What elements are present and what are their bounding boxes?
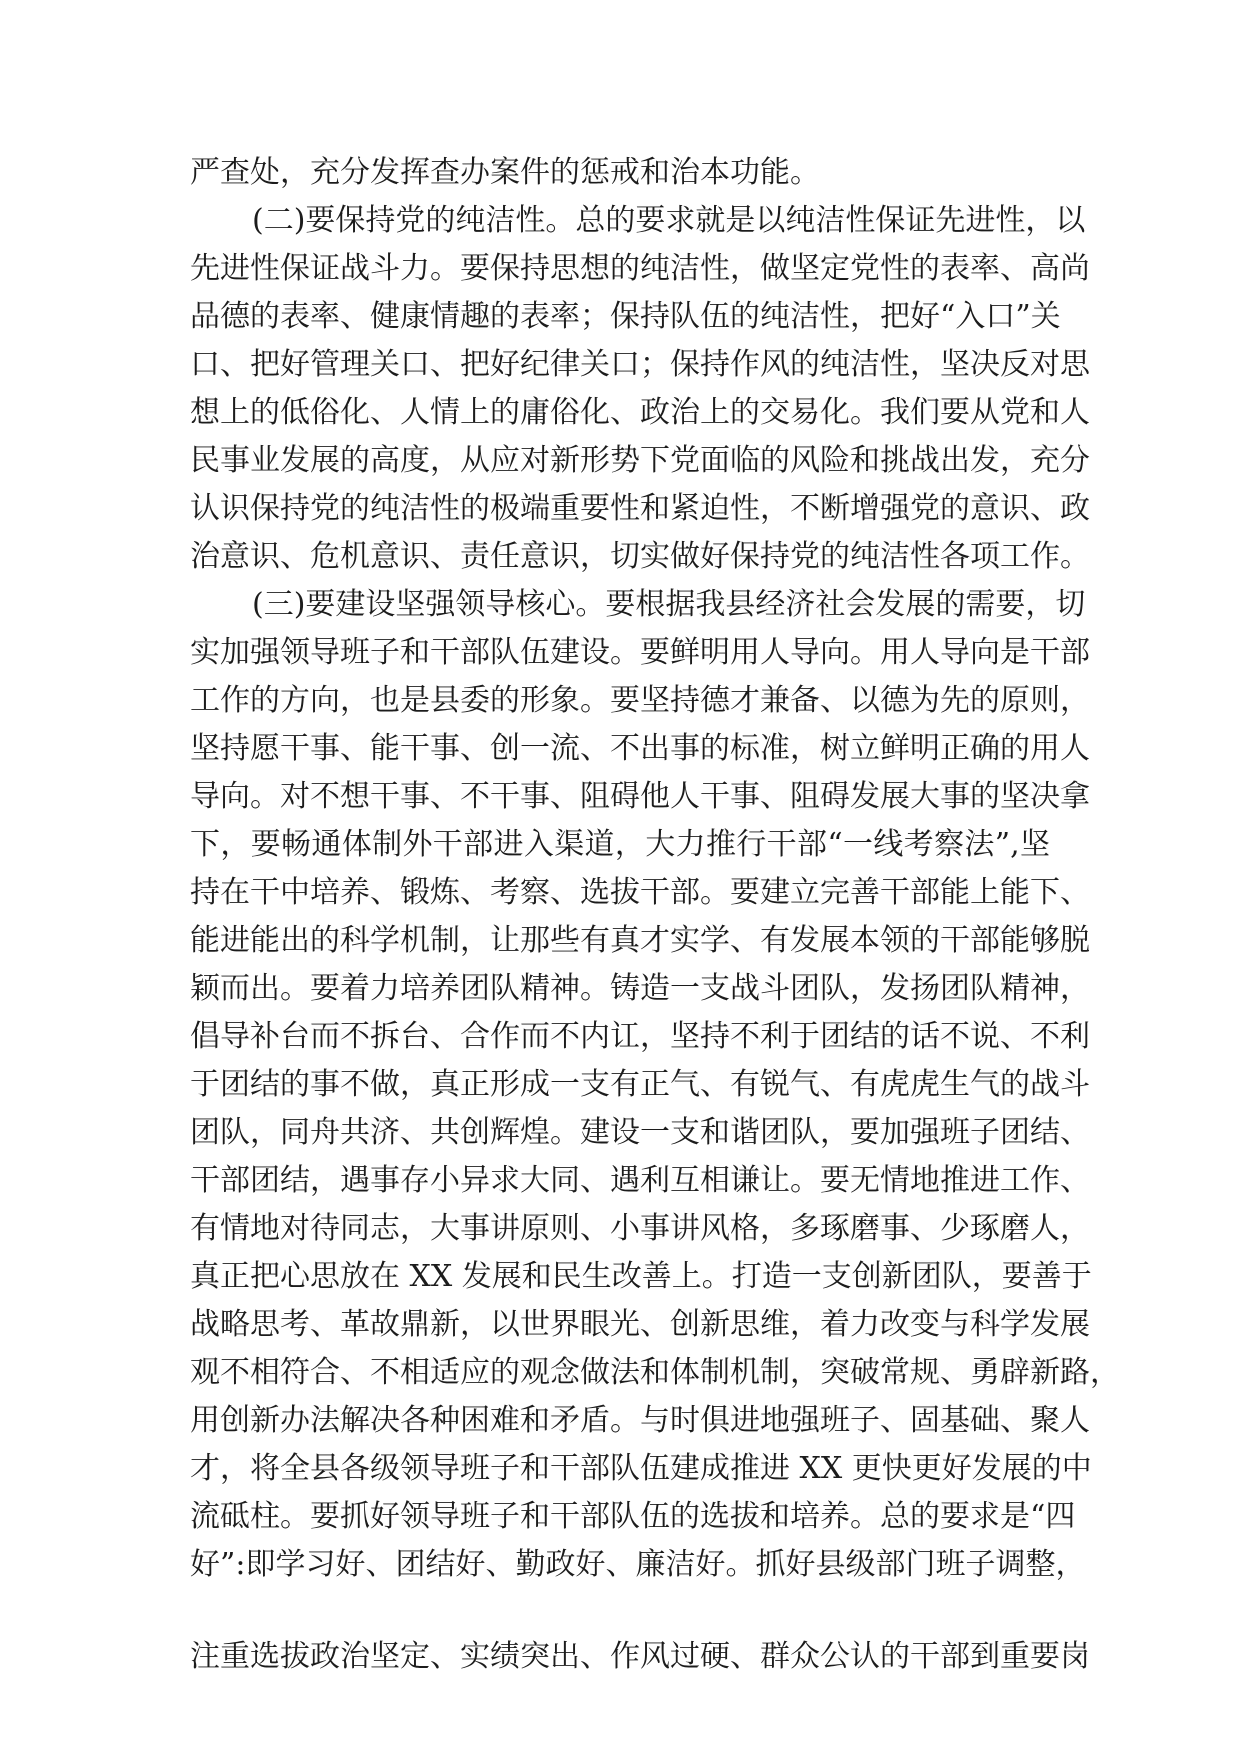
text-line: 干部团结，遇事存小异求大同、遇利互相谦让。要无情地推进工作、 — [190, 1163, 1090, 1198]
text-line: 于团结的事不做，真正形成一支有正气、有锐气、有虎虎生气的战斗 — [190, 1067, 1090, 1102]
text-line: 好”:即学习好、团结好、勤政好、廉洁好。抓好县级部门班子调整， — [190, 1547, 1086, 1582]
text-line: 民事业发展的高度，从应对新形势下党面临的风险和挑战出发，充分 — [190, 443, 1090, 478]
text-line: 用创新办法解决各种困难和矛盾。与时俱进地强班子、固基础、聚人 — [190, 1403, 1090, 1438]
text-line: 严查处，充分发挥查办案件的惩戒和治本功能。 — [190, 155, 820, 190]
section-heading-line: (三)要建设坚强领导核心。要根据我县经济社会发展的需要，切 — [252, 587, 1086, 622]
section-heading-line: (二)要保持党的纯洁性。总的要求就是以纯洁性保证先进性，以 — [252, 203, 1086, 238]
text-line: 真正把心思放在 XX 发展和民生改善上。打造一支创新团队，要善于 — [190, 1259, 1092, 1294]
text-line: 想上的低俗化、人情上的庸俗化、政治上的交易化。我们要从党和人 — [190, 395, 1090, 430]
text-line: 导向。对不想干事、不干事、阻碍他人干事、阻碍发展大事的坚决拿 — [190, 779, 1090, 814]
text-line: 观不相符合、不相适应的观念做法和体制机制，突破常规、勇辟新路， — [190, 1355, 1120, 1390]
text-line: 持在干中培养、锻炼、考察、选拔干部。要建立完善干部能上能下、 — [190, 875, 1090, 910]
text-line: 工作的方向，也是县委的形象。要坚持德才兼备、以德为先的原则， — [190, 683, 1090, 718]
text-line: 坚持愿干事、能干事、创一流、不出事的标准，树立鲜明正确的用人 — [190, 731, 1090, 766]
text-line: 先进性保证战斗力。要保持思想的纯洁性，做坚定党性的表率、高尚 — [190, 251, 1090, 286]
text-line: 品德的表率、健康情趣的表率；保持队伍的纯洁性，把好“入口”关 — [190, 299, 1061, 334]
text-line: 倡导补台而不拆台、合作而不内讧，坚持不利于团结的话不说、不利 — [190, 1019, 1090, 1054]
text-line: 战略思考、革故鼎新，以世界眼光、创新思维，着力改变与科学发展 — [190, 1307, 1090, 1342]
text-line: 颖而出。要着力培养团队精神。铸造一支战斗团队，发扬团队精神， — [190, 971, 1090, 1006]
text-line: 流砥柱。要抓好领导班子和干部队伍的选拔和培养。总的要求是“四 — [190, 1499, 1076, 1534]
text-line: 下，要畅通体制外干部进入渠道，大力推行干部“一线考察法”,坚 — [190, 827, 1050, 862]
text-line: 能进能出的科学机制，让那些有真才实学、有发展本领的干部能够脱 — [190, 923, 1090, 958]
text-line: 实加强领导班子和干部队伍建设。要鲜明用人导向。用人导向是干部 — [190, 635, 1090, 670]
text-line: 团队，同舟共济、共创辉煌。建设一支和谐团队，要加强班子团结、 — [190, 1115, 1090, 1150]
text-line: 治意识、危机意识、责任意识，切实做好保持党的纯洁性各项工作。 — [190, 539, 1090, 574]
text-line: 注重选拔政治坚定、实绩突出、作风过硬、群众公认的干部到重要岗 — [190, 1639, 1090, 1674]
text-line: 口、把好管理关口、把好纪律关口；保持作风的纯洁性，坚决反对思 — [190, 347, 1090, 382]
text-line: 认识保持党的纯洁性的极端重要性和紧迫性，不断增强党的意识、政 — [190, 491, 1090, 526]
text-line: 有情地对待同志，大事讲原则、小事讲风格，多琢磨事、少琢磨人， — [190, 1211, 1090, 1246]
text-line: 才，将全县各级领导班子和干部队伍建成推进 XX 更快更好发展的中 — [190, 1451, 1092, 1486]
